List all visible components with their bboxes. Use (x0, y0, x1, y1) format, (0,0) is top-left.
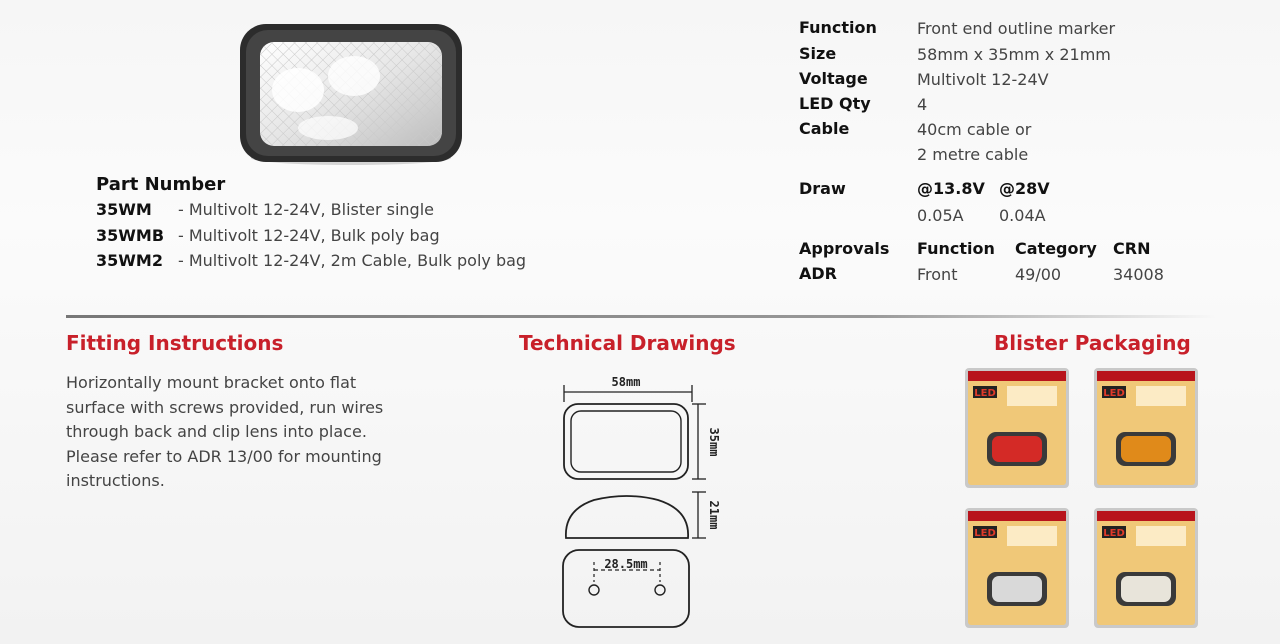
part-desc: - Multivolt 12-24V, 2m Cable, Bulk poly bag (178, 251, 527, 270)
part-code: 35WM2 (96, 251, 163, 270)
spec-voltage-value: Multivolt 12-24V (917, 70, 1049, 89)
adr-function: Front (917, 265, 958, 284)
blister-pack-white (963, 506, 1073, 632)
spec-led-value: 4 (917, 95, 928, 114)
spec-cable-value-2: 2 metre cable (917, 145, 1029, 164)
spec-cable-value-1: 40cm cable or (917, 120, 1032, 139)
part-number-title: Part Number (96, 174, 226, 195)
section-divider (66, 315, 1216, 318)
technical-drawing (552, 368, 732, 638)
adr-crn: 34008 (1113, 265, 1164, 284)
blister-brand: LED (1103, 528, 1125, 539)
packaging-title: Blister Packaging (994, 331, 1191, 355)
dim-width-label: 58mm (611, 375, 641, 389)
approvals-header-crn: CRN (1113, 239, 1151, 258)
part-row (96, 226, 440, 245)
spec-adr-label: ADR (799, 264, 837, 283)
dim-depth-label: 21mm (707, 500, 721, 530)
spec-led-label: LED Qty (799, 94, 871, 113)
dim-height-label: 35mm (707, 427, 721, 457)
dim-holes-label: 28.5mm (604, 557, 648, 571)
product-photo (238, 20, 464, 166)
blister-pack-red (963, 366, 1073, 492)
blister-brand: LED (974, 528, 996, 539)
spec-cable-label: Cable (799, 119, 850, 138)
blister-pack-clear (1092, 506, 1202, 632)
draw-value-13v: 0.05A (917, 206, 964, 225)
spec-draw-label: Draw (799, 179, 846, 198)
spec-voltage-label: Voltage (799, 69, 868, 88)
part-row (96, 200, 434, 219)
spec-function-value: Front end outline marker (917, 19, 1116, 38)
spec-size-label: Size (799, 44, 837, 63)
approvals-header-category: Category (1015, 239, 1097, 258)
fitting-title: Fitting Instructions (66, 331, 284, 355)
blister-pack-amber (1092, 366, 1202, 492)
blister-brand: LED (1103, 388, 1125, 399)
part-row (96, 251, 526, 270)
part-desc: - Multivolt 12-24V, Blister single (178, 200, 434, 219)
spec-approvals-label: Approvals (799, 239, 890, 258)
approvals-header-function: Function (917, 239, 995, 258)
spec-size-value: 58mm x 35mm x 21mm (917, 45, 1111, 64)
adr-category: 49/00 (1015, 265, 1062, 284)
blister-brand: LED (974, 388, 996, 399)
draw-header-28v: @28V (999, 179, 1050, 198)
drawings-title: Technical Drawings (519, 331, 736, 355)
fitting-text: Horizontally mount bracket onto flat surface with screws provided, run wires through back and clip lens into place. Please refer to ADR 13/00 for mounting instructions. (66, 373, 384, 490)
part-desc: - Multivolt 12-24V, Bulk poly bag (178, 226, 440, 245)
part-code: 35WM (96, 200, 152, 219)
draw-header-13v: @13.8V (917, 179, 985, 198)
spec-function-label: Function (799, 18, 877, 37)
part-code: 35WMB (96, 226, 165, 245)
draw-value-28v: 0.04A (999, 206, 1046, 225)
